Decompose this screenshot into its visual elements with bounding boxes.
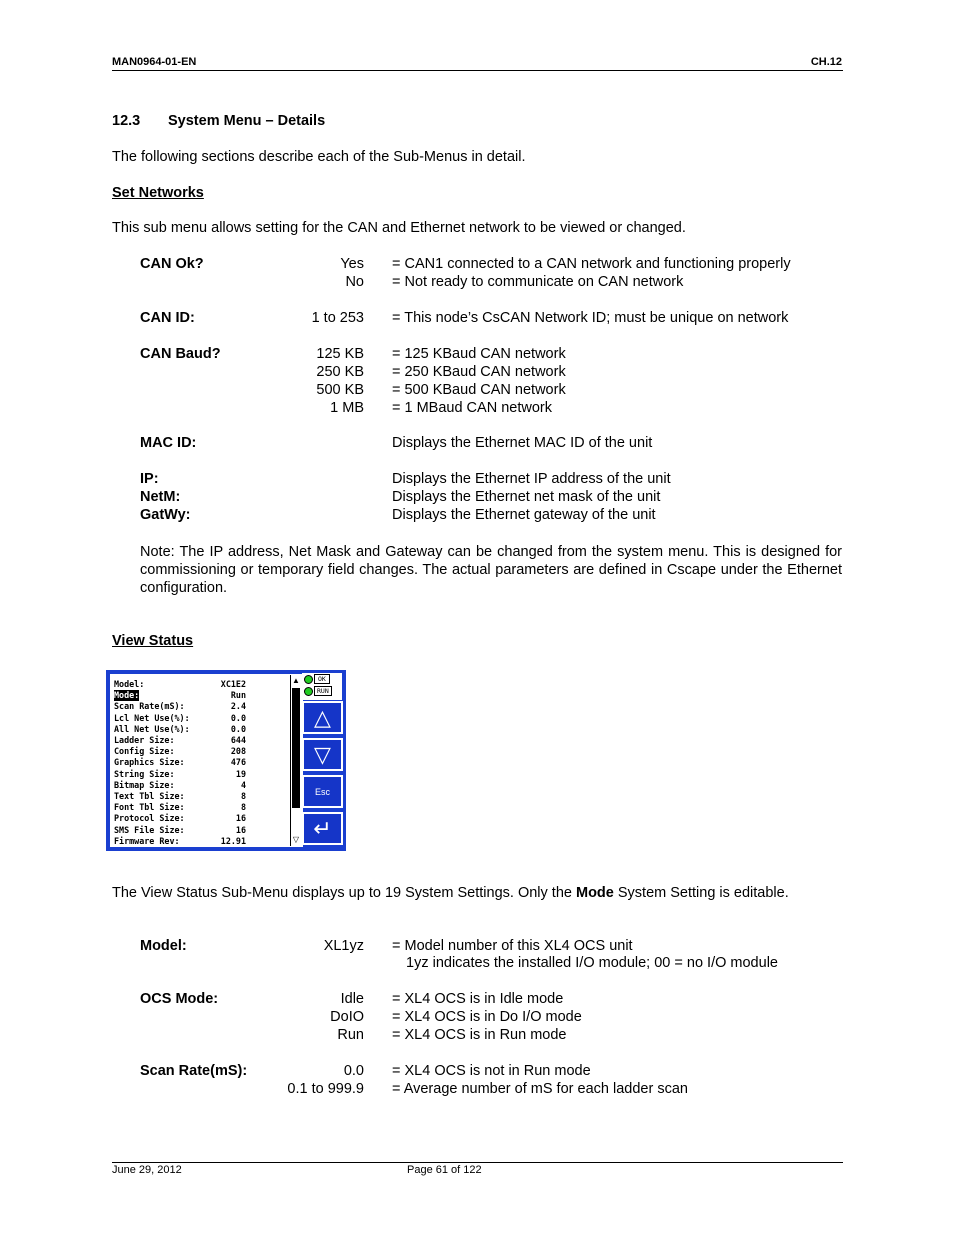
status-row-value: 644: [230, 735, 246, 746]
status-row-value: 2.4: [230, 701, 246, 712]
can-ok-value: No: [345, 274, 364, 290]
can-ok-value: Yes: [340, 256, 364, 272]
status-row-value: 0.0: [230, 712, 246, 723]
ocs-mode-desc: = XL4 OCS is in Do I/O mode: [392, 1009, 582, 1025]
view-status-desc-pre: The View Status Sub-Menu displays up to 19 System Settings. Only the: [112, 885, 576, 901]
model-desc-2: 1yz indicates the installed I/O module; 00 = no I/O module: [406, 955, 778, 971]
gatwy-desc: Displays the Ethernet gateway of the unit: [392, 507, 656, 523]
status-row-value: 19: [235, 768, 246, 779]
status-row-key: String Size:: [114, 768, 175, 779]
header-rule: [112, 70, 843, 71]
status-row-key: Firmware Rev:: [114, 835, 180, 846]
enter-icon: ↵: [313, 815, 332, 841]
status-row-value: 0.0: [230, 723, 246, 734]
status-row-key: Model:: [114, 679, 145, 689]
footer-page: Page 61 of 122: [407, 1164, 482, 1176]
enter-button[interactable]: [302, 812, 343, 845]
up-button[interactable]: [302, 701, 343, 734]
ocs-mode-desc: = XL4 OCS is in Idle mode: [392, 991, 564, 1007]
can-baud-desc: = 250 KBaud CAN network: [392, 364, 566, 380]
status-row-value: 208: [230, 746, 246, 757]
scan-rate-desc: = Average number of mS for each ladder scan: [392, 1081, 688, 1097]
can-baud-desc: = 1 MBaud CAN network: [392, 400, 552, 416]
can-baud-desc: = 500 KBaud CAN network: [392, 382, 566, 398]
section-number: 12.3: [112, 113, 141, 129]
status-row-value: 8: [240, 791, 246, 802]
can-id-label: CAN ID:: [140, 310, 195, 326]
esc-button[interactable]: [302, 775, 343, 808]
status-row: [114, 735, 246, 746]
model-desc: = Model number of this XL4 OCS unit: [392, 938, 633, 954]
can-baud-value: 1 MB: [330, 400, 364, 416]
status-row: [114, 791, 246, 802]
scroll-thumb[interactable]: [292, 688, 300, 808]
status-row: [114, 769, 246, 780]
mac-label: MAC ID:: [140, 435, 197, 451]
scan-rate-label: Scan Rate(mS):: [140, 1063, 248, 1079]
ocs-mode-label: OCS Mode:: [140, 991, 219, 1007]
status-row-value: 16: [235, 824, 246, 835]
ocs-mode-value: Idle: [340, 991, 364, 1007]
esc-label: Esc: [314, 786, 330, 797]
status-row-key: Text Tbl Size:: [114, 791, 185, 802]
set-networks-desc: This sub menu allows setting for the CAN and Ethernet network to be viewed or changed.: [112, 220, 686, 236]
ip-desc: Displays the Ethernet IP address of the unit: [392, 471, 671, 487]
scroll-up-icon[interactable]: ▲: [292, 676, 300, 685]
netm-desc: Displays the Ethernet net mask of the unit: [392, 489, 661, 505]
status-row: [114, 836, 246, 847]
status-row-key: Graphics Size:: [114, 757, 185, 768]
status-row-key: Config Size:: [114, 746, 175, 757]
view-status-desc-bold: Mode: [575, 885, 614, 901]
status-row[interactable]: [114, 690, 246, 701]
status-row-value: 476: [230, 757, 246, 768]
status-row-key: SMS File Size:: [114, 824, 185, 835]
status-row-key: Lcl Net Use(%):: [114, 712, 190, 723]
status-row: [114, 746, 246, 757]
status-row-value: 16: [235, 813, 246, 824]
view-status-heading: View Status: [112, 633, 194, 649]
section-title: System Menu – Details: [168, 113, 326, 129]
ocs-mode-desc: = XL4 OCS is in Run mode: [392, 1027, 567, 1043]
status-row-key: Bitmap Size:: [114, 779, 175, 790]
ip-label: IP:: [140, 471, 159, 487]
view-status-desc: [112, 884, 842, 902]
run-led-icon: [304, 687, 313, 696]
scan-rate-desc: = XL4 OCS is not in Run mode: [392, 1063, 591, 1079]
status-row: [114, 701, 246, 712]
status-row: [114, 724, 246, 735]
ocs-mode-value: Run: [337, 1027, 364, 1043]
status-row: [114, 825, 246, 836]
status-row: [114, 713, 246, 724]
mac-desc: Displays the Ethernet MAC ID of the unit: [392, 435, 653, 451]
can-baud-value: 250 KB: [316, 364, 364, 380]
network-note: Note: The IP address, Net Mask and Gateway can be changed from the system menu. This is designed for commissioning or temporary field changes. The actual parameters are defined in Cscape under the Ethernet configuration.: [140, 544, 842, 596]
can-baud-value: 500 KB: [316, 382, 364, 398]
set-networks-heading: Set Networks: [112, 185, 204, 201]
view-status-desc-post: System Setting is editable.: [613, 885, 789, 901]
model-label: Model:: [140, 938, 187, 954]
status-row-key: All Net Use(%):: [114, 723, 190, 734]
scroll-down-icon[interactable]: ▽: [292, 835, 300, 844]
down-arrow-icon: ▽: [314, 741, 331, 767]
doc-id: MAN0964-01-EN: [112, 56, 197, 68]
status-row-value: Run: [230, 690, 246, 701]
can-baud-label: CAN Baud?: [140, 346, 221, 362]
netm-label: NetM:: [140, 489, 181, 505]
ok-status: OK: [314, 674, 330, 684]
can-baud-desc: = 125 KBaud CAN network: [392, 346, 566, 362]
status-row-key: Protocol Size:: [114, 813, 185, 824]
status-row-key: Font Tbl Size:: [114, 802, 185, 813]
status-row: [114, 802, 246, 813]
status-row: [114, 757, 246, 768]
down-button[interactable]: [302, 738, 343, 771]
scan-rate-value: 0.1 to 999.9: [287, 1081, 364, 1097]
chapter-label: CH.12: [810, 56, 842, 68]
can-id-value: 1 to 253: [311, 310, 364, 326]
status-row-value: XC1E2: [220, 679, 246, 689]
status-list: [114, 679, 246, 847]
scrollbar[interactable]: [290, 675, 301, 846]
can-ok-desc: = CAN1 connected to a CAN network and functioning properly: [392, 256, 791, 272]
intro-text: The following sections describe each of the Sub-Menus in detail.: [112, 149, 526, 165]
footer-rule: [112, 1162, 843, 1163]
status-indicators: [302, 673, 342, 700]
view-status-screen: [106, 670, 346, 851]
status-row-value: 4: [240, 779, 246, 790]
can-baud-value: 125 KB: [316, 346, 364, 362]
can-ok-desc: = Not ready to communicate on CAN network: [392, 274, 684, 290]
status-row-key: Ladder Size:: [114, 735, 175, 746]
footer-date: June 29, 2012: [112, 1164, 182, 1176]
status-row-value: 8: [240, 802, 246, 813]
gatwy-label: GatWy:: [140, 507, 191, 523]
ok-led-icon: [304, 675, 313, 684]
can-id-desc: = This node’s CsCAN Network ID; must be unique on network: [392, 310, 789, 326]
ocs-mode-value: DoIO: [330, 1009, 364, 1025]
model-value: XL1yz: [323, 938, 364, 954]
scan-rate-value: 0.0: [343, 1063, 364, 1079]
run-status: RUN: [314, 686, 332, 696]
status-row-key: Scan Rate(mS):: [114, 701, 185, 712]
status-row: [114, 780, 246, 791]
status-row-value: 12.91: [220, 835, 246, 846]
status-row-key: Mode:: [114, 690, 140, 701]
status-row: [114, 679, 246, 690]
can-ok-label: CAN Ok?: [140, 256, 204, 272]
up-arrow-icon: △: [314, 704, 331, 730]
status-row: [114, 813, 246, 824]
